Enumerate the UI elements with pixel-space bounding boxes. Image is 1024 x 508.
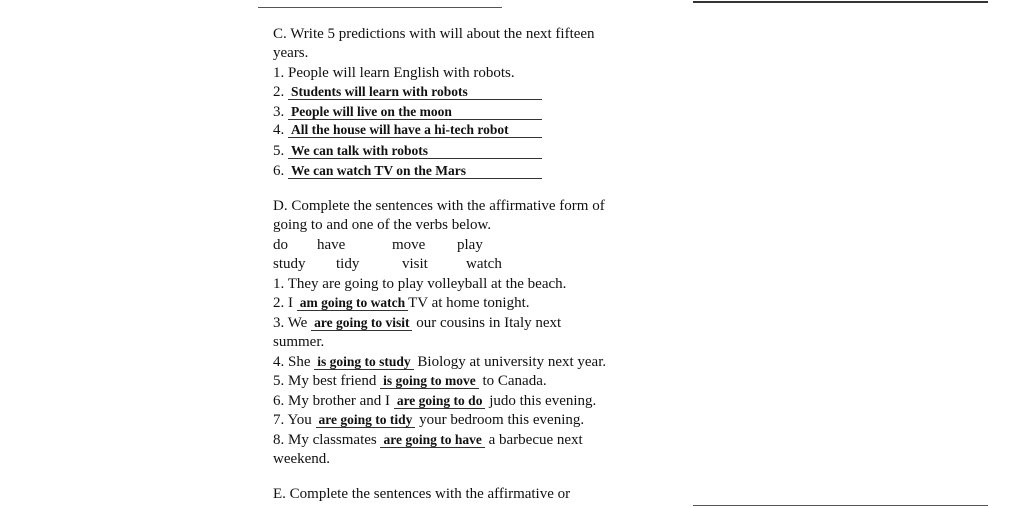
verb-do: do	[273, 237, 288, 253]
top-left-rule	[258, 7, 502, 8]
d-item-prefix: 3. We	[273, 315, 308, 331]
d-item-6	[273, 392, 596, 411]
c-answer-3[interactable]: People will live on the moon	[288, 105, 542, 120]
d-item-suffix: TV at home tonight.	[408, 295, 530, 311]
d-item-prefix: 2. I	[273, 295, 293, 311]
d-item-prefix: 6. My brother and I	[273, 393, 391, 409]
d-item-prefix: 4. She	[273, 354, 311, 370]
c-answer-6[interactable]: We can watch TV on the Mars	[288, 164, 542, 179]
c-item-number: 3.	[273, 104, 285, 120]
c-item-number: 1.	[273, 65, 285, 81]
verb-play: play	[457, 237, 483, 253]
c-item-number: 5.	[273, 143, 285, 159]
d-item-suffix: to Canada.	[482, 373, 547, 389]
d-item-8-cont	[273, 450, 330, 469]
d-item-text: summer.	[273, 334, 325, 350]
d-item-suffix: Biology at university next year.	[417, 354, 607, 370]
d-item-4	[273, 353, 606, 372]
verb-tidy: tidy	[336, 256, 360, 272]
verb-have: have	[317, 237, 346, 253]
d-answer-6[interactable]: are going to do	[394, 394, 486, 409]
c-item-2	[273, 83, 542, 102]
verb-study: study	[273, 256, 306, 272]
d-answer-8[interactable]: are going to have	[380, 433, 484, 448]
d-answer-4[interactable]: is going to study	[314, 355, 413, 370]
verb-watch: watch	[466, 256, 502, 272]
d-item-3	[273, 314, 561, 333]
d-item-8	[273, 431, 583, 450]
verb-move: move	[392, 237, 426, 253]
d-item-1	[273, 275, 566, 294]
d-item-5	[273, 372, 547, 391]
c-item-5	[273, 142, 542, 161]
d-answer-2[interactable]: am going to watch	[297, 296, 408, 311]
section-d-title-cont: going to and one of the verbs below.	[273, 217, 492, 233]
c-item-6	[273, 162, 542, 181]
d-answer-5[interactable]: is going to move	[380, 374, 479, 389]
bottom-right-rule	[693, 505, 988, 506]
c-item-number: 4.	[273, 122, 285, 138]
d-item-prefix: 8. My classmates	[273, 432, 377, 448]
section-d-title: D. Complete the sentences with the affirmative form of	[273, 198, 605, 214]
section-c-title: C. Write 5 predictions with will about the next fifteen	[273, 26, 595, 42]
c-item-4	[273, 121, 542, 140]
c-item-1	[273, 64, 515, 83]
c-item-3	[273, 103, 542, 122]
verb-visit: visit	[402, 256, 428, 272]
d-item-2	[273, 294, 530, 313]
d-answer-3[interactable]: are going to visit	[311, 316, 412, 331]
c-item-number: 2.	[273, 84, 285, 100]
c-item-number: 6.	[273, 163, 285, 179]
d-item-suffix: our cousins in Italy next	[416, 315, 562, 331]
d-item-prefix: 7. You	[273, 412, 312, 428]
d-item-prefix: 5. My best friend	[273, 373, 377, 389]
d-item-suffix: your bedroom this evening.	[419, 412, 585, 428]
c-answer-5[interactable]: We can talk with robots	[288, 144, 542, 159]
top-right-rule	[693, 1, 988, 3]
section-c-title-cont: years.	[273, 45, 309, 61]
c-answer-4[interactable]: All the house will have a hi-tech robot	[288, 123, 542, 138]
d-item-text: 1. They are going to play volleyball at the beach.	[273, 276, 567, 292]
d-item-7	[273, 411, 584, 430]
c-item-text: People will learn English with robots.	[288, 65, 515, 81]
d-item-text: weekend.	[273, 451, 331, 467]
d-item-suffix: judo this evening.	[489, 393, 597, 409]
d-item-3-cont	[273, 333, 324, 352]
c-answer-2[interactable]: Students will learn with robots	[288, 85, 542, 100]
d-answer-7[interactable]: are going to tidy	[316, 413, 416, 428]
section-e-title: E. Complete the sentences with the affirmative or	[273, 486, 571, 502]
d-item-suffix: a barbecue next	[488, 432, 583, 448]
